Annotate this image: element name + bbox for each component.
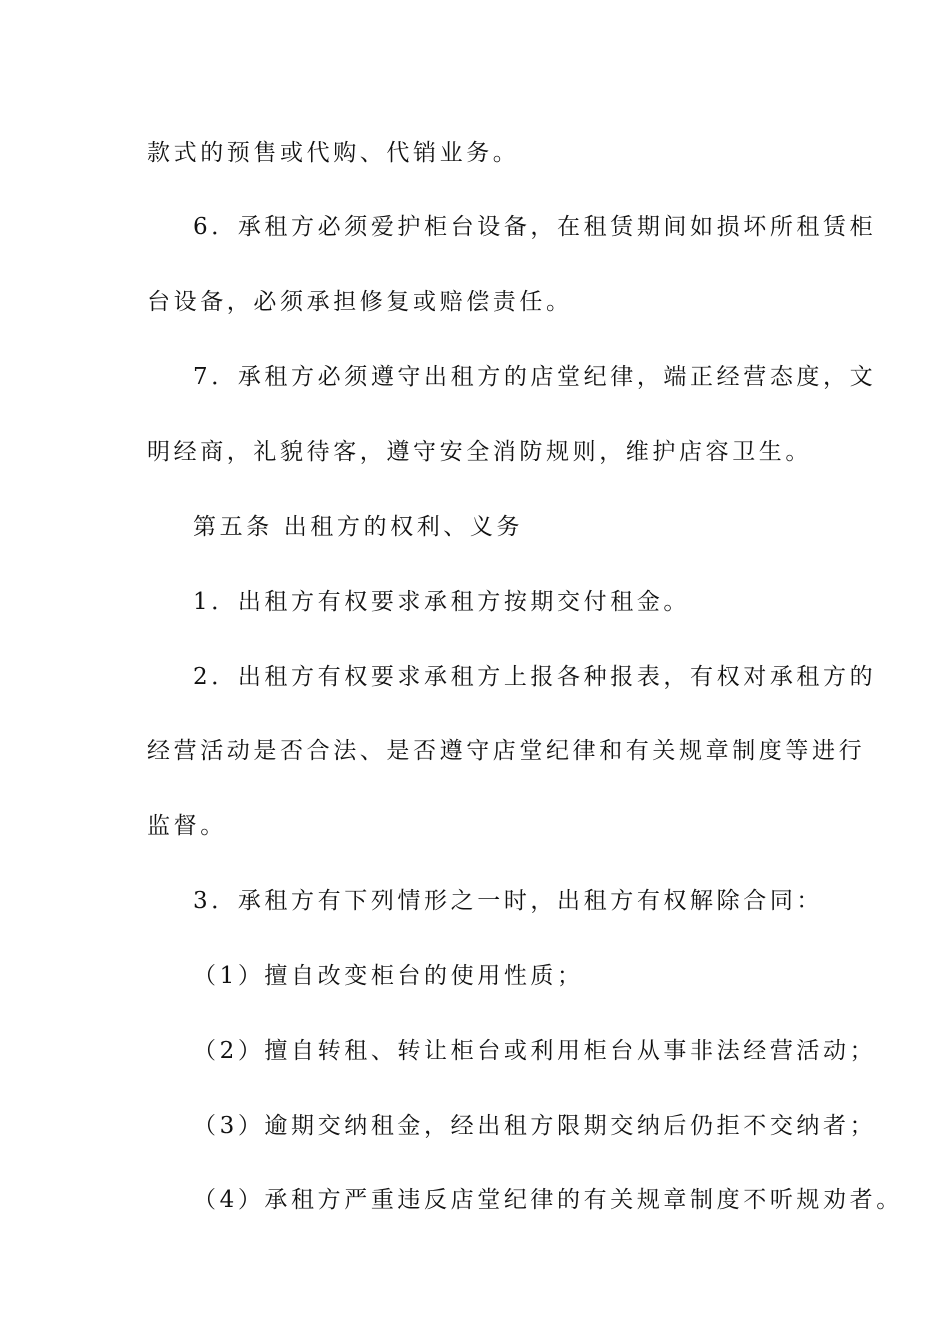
list-item: （3）逾期交纳租金，经出租方限期交纳后仍拒不交纳者；	[193, 1113, 877, 1139]
text-line: 款式的预售或代购、代销业务。	[147, 140, 520, 166]
text-line: 2．出租方有权要求承租方上报各种报表，有权对承租方的	[193, 664, 877, 690]
list-item: （4）承租方严重违反店堂纪律的有关规章制度不听规劝者。	[193, 1187, 903, 1213]
text-line: 明经商，礼貌待客，遵守安全消防规则，维护店容卫生。	[147, 439, 812, 465]
text-line: 1．出租方有权要求承租方按期交付租金。	[193, 589, 691, 615]
text-line: 3．承租方有下列情形之一时，出租方有权解除合同：	[193, 888, 824, 914]
text-line: 台设备，必须承担修复或赔偿责任。	[147, 289, 573, 315]
text-line: 监督。	[147, 813, 227, 839]
text-line: 6．承租方必须爱护柜台设备，在租赁期间如损坏所租赁柜	[193, 214, 877, 240]
list-item: （2）擅自转租、转让柜台或利用柜台从事非法经营活动；	[193, 1038, 877, 1064]
section-heading: 第五条 出租方的权利、义务	[193, 514, 524, 540]
text-line: 经营活动是否合法、是否遵守店堂纪律和有关规章制度等进行	[147, 738, 866, 764]
list-item: （1）擅自改变柜台的使用性质；	[193, 963, 584, 989]
text-line: 7．承租方必须遵守出租方的店堂纪律，端正经营态度，文	[193, 364, 877, 390]
